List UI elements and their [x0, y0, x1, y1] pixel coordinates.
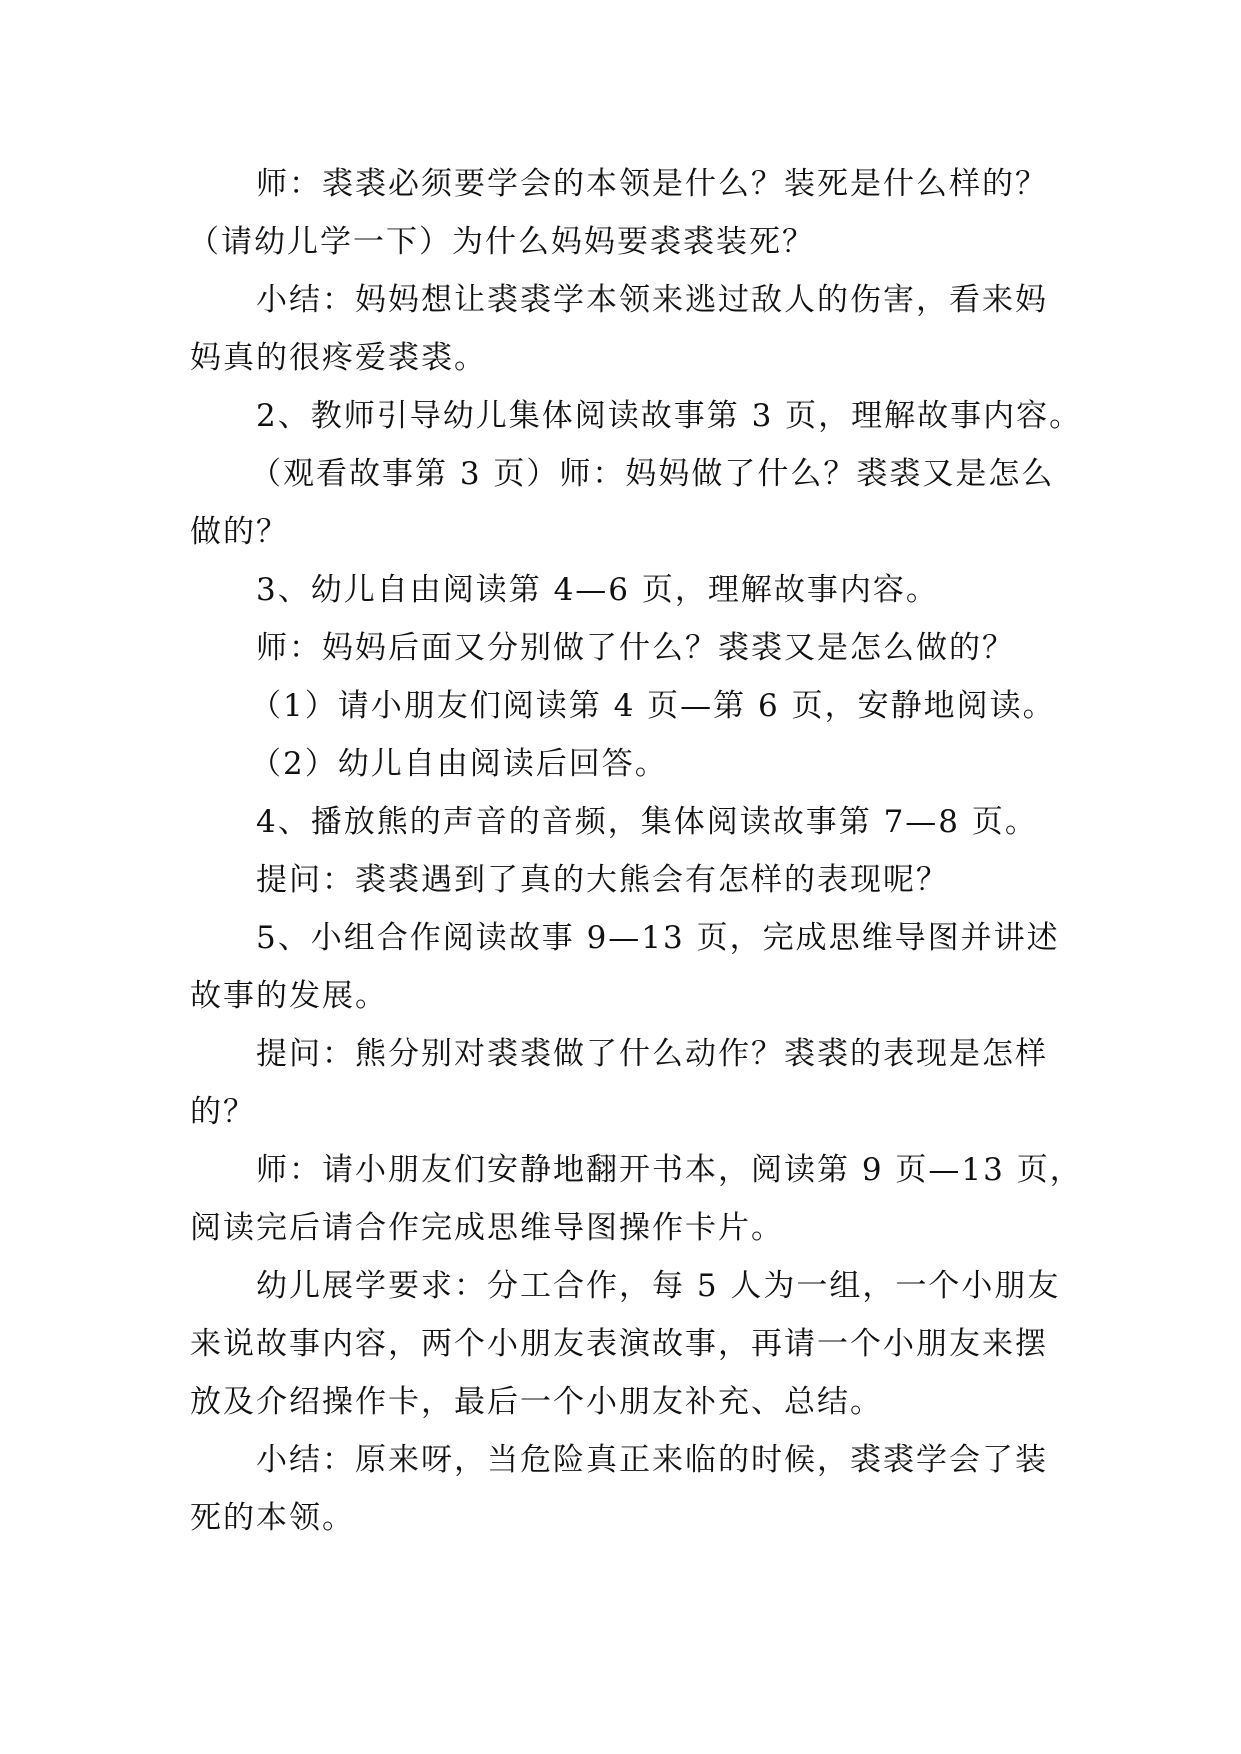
paragraph-line: （1）请小朋友们阅读第 4 页—第 6 页，安静地阅读。	[250, 688, 1056, 724]
paragraph-line: 4、播放熊的声音的音频，集体阅读故事第 7—8 页。	[256, 804, 1038, 840]
paragraph-line: 的？	[190, 1094, 256, 1130]
paragraph-line: 5、小组合作阅读故事 9—13 页，完成思维导图并讲述	[256, 920, 1060, 956]
paragraph-line: 师：妈妈后面又分别做了什么？裘裘又是怎么做的？	[256, 630, 1015, 666]
paragraph-line: 死的本领。	[190, 1500, 355, 1536]
paragraph-line: 2、教师引导幼儿集体阅读故事第 3 页，理解故事内容。	[256, 398, 1083, 434]
paragraph-line: 提问：裘裘遇到了真的大熊会有怎样的表现呢？	[256, 862, 949, 898]
paragraph-line: 幼儿展学要求：分工合作，每 5 人为一组，一个小朋友	[256, 1268, 1061, 1304]
paragraph-line: 来说故事内容，两个小朋友表演故事，再请一个小朋友来摆	[190, 1326, 1048, 1362]
paragraph-line: 小结：原来呀，当危险真正来临的时候，裘裘学会了装	[256, 1442, 1048, 1478]
paragraph-line: （请幼儿学一下）为什么妈妈要裘裘装死？	[188, 224, 815, 260]
paragraph-line: 师：请小朋友们安静地翻开书本，阅读第 9 页—13 页，	[256, 1152, 1083, 1188]
paragraph-line: 故事的发展。	[190, 978, 388, 1014]
paragraph-line: 放及介绍操作卡，最后一个小朋友补充、总结。	[190, 1384, 883, 1420]
paragraph-line: 提问：熊分别对裘裘做了什么动作？裘裘的表现是怎样	[256, 1036, 1048, 1072]
paragraph-line: 做的？	[190, 514, 289, 550]
paragraph-line: 妈真的很疼爱裘裘。	[190, 340, 487, 376]
paragraph-line: 小结：妈妈想让裘裘学本领来逃过敌人的伤害，看来妈	[256, 282, 1048, 318]
paragraph-line: （2）幼儿自由阅读后回答。	[250, 746, 668, 782]
paragraph-line: 阅读完后请合作完成思维导图操作卡片。	[190, 1210, 784, 1246]
paragraph-line: （观看故事第 3 页）师：妈妈做了什么？裘裘又是怎么	[250, 456, 1055, 492]
paragraph-line: 3、幼儿自由阅读第 4—6 页，理解故事内容。	[256, 572, 939, 608]
paragraph-line: 师：裘裘必须要学会的本领是什么？装死是什么样的？	[256, 166, 1048, 202]
